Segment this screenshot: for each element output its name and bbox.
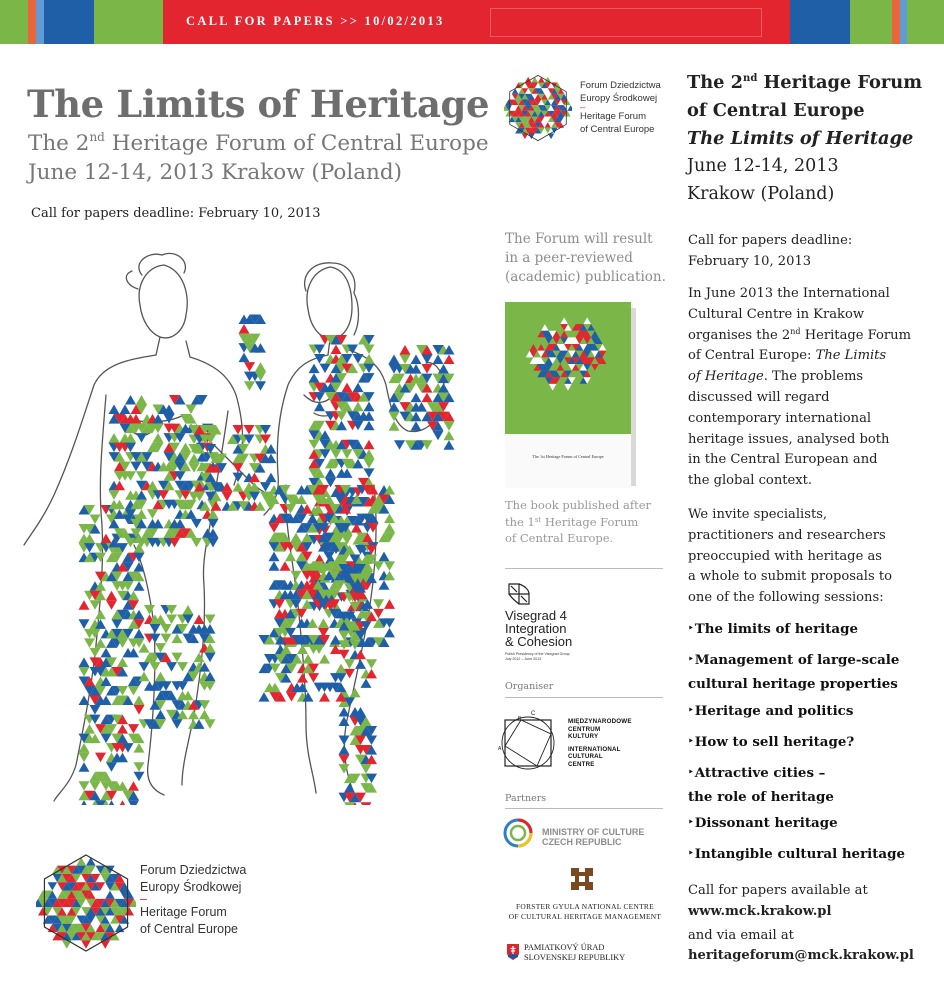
mosaic-triangle	[84, 638, 95, 648]
mosaic-triangle	[189, 454, 200, 464]
mosaic-triangle	[309, 373, 320, 383]
mosaic-triangle	[389, 412, 400, 422]
ministry-of-culture-text: MINISTRY OF CULTURE CZECH REPUBLIC	[542, 827, 645, 847]
mosaic-triangle	[411, 393, 422, 403]
mosaic-triangle	[384, 599, 395, 609]
mosaic-triangle	[117, 800, 128, 805]
mosaic-triangle	[364, 459, 375, 469]
mosaic-triangle	[109, 490, 120, 500]
mosaic-triangle	[389, 355, 400, 365]
mosaic-triangle	[344, 783, 355, 793]
book-caption: The book published after the 1st Heritage Forum of Central Europe.	[505, 498, 652, 545]
mosaic-triangle	[331, 345, 342, 355]
mosaic-triangle	[128, 686, 139, 696]
mosaic-triangle	[79, 753, 90, 763]
mosaic-triangle	[120, 405, 131, 415]
mosaic-triangle	[79, 762, 90, 772]
mosaic-triangle	[134, 743, 145, 753]
mosaic-triangle	[384, 561, 395, 571]
website-link[interactable]: www.mck.krakow.pl	[688, 903, 832, 919]
mosaic-triangle	[134, 762, 145, 772]
forum-logo-text-large: Forum Dziedzictwa Europy Środkowej – Heritage Forum of Central Europe	[140, 863, 247, 936]
visegrad-text: Visegrad 4 Integration & Cohesion	[505, 608, 573, 649]
mck-logo	[497, 706, 559, 772]
mosaic-triangle	[325, 468, 336, 478]
mosaic-triangle	[353, 383, 364, 393]
partners-label: Partners	[505, 793, 547, 804]
banner-stripe-green	[0, 0, 28, 44]
slovak-coat-of-arms-icon	[506, 943, 520, 961]
mosaic-triangle	[134, 772, 145, 782]
mosaic-triangle	[373, 609, 384, 619]
mosaic-triangle	[139, 672, 150, 682]
mosaic-triangle	[134, 629, 145, 639]
mosaic-triangle	[136, 509, 147, 519]
mosaic-triangle	[364, 468, 375, 478]
mosaic-triangle	[538, 77, 545, 83]
right-heading: The 2nd Heritage Forum of Central Europe The Limits of Heritage	[687, 72, 923, 149]
mosaic-triangle	[364, 345, 375, 355]
mosaic-triangle	[239, 353, 250, 363]
mosaic-triangle	[95, 610, 106, 620]
mosaic-triangle	[269, 552, 280, 562]
right-date-location: June 12-14, 2013 Krakow (Poland)	[687, 156, 839, 204]
mosaic-triangle	[105, 857, 115, 865]
mosaic-triangle	[269, 561, 280, 571]
session-item: ‣Management of large-scale cultural heritage properties	[688, 652, 900, 692]
mosaic-triangle	[384, 523, 395, 533]
mosaic-triangle	[342, 383, 353, 393]
mosaic-triangle	[81, 940, 91, 948]
mosaic-triangle	[166, 615, 177, 625]
mosaic-triangle	[199, 710, 210, 720]
mosaic-triangle	[444, 355, 455, 365]
svg-text:C: C	[531, 711, 536, 717]
banner-stripe-orange-right	[892, 0, 900, 44]
mosaic-triangle	[308, 673, 319, 683]
publication-note: The Forum will result in a peer-reviewed (academic) publication.	[505, 231, 666, 285]
pamiatkovy-urad-text: PAMIATKOVÝ ÚRAD SLOVENSKEJ REPUBLIKY	[524, 943, 626, 962]
mosaic-triangle	[139, 662, 150, 672]
right-invite-paragraph: We invite specialists, practitioners and researchers preoccupied with heritage as a whole to submit proposals to one of the following sessions:	[688, 507, 892, 606]
mosaic-triangle	[339, 755, 350, 765]
divider-1	[505, 568, 663, 569]
mosaic-triangle	[318, 618, 329, 628]
email-link[interactable]: heritageforum@mck.krakow.pl	[688, 948, 914, 964]
mosaic-triangle	[147, 509, 158, 519]
right-contact: Call for papers available at www.mck.krakow.pl and via email at heritageforum@mck.krakow.pl	[688, 881, 914, 967]
mosaic-triangle	[109, 405, 120, 415]
mosaic-triangle	[136, 471, 147, 481]
mosaic-triangle	[422, 393, 433, 403]
mosaic-triangle	[364, 402, 375, 412]
mosaic-triangle	[384, 628, 395, 638]
mosaic-triangle	[280, 561, 291, 571]
mosaic-triangle	[433, 355, 444, 365]
mosaic-triangle	[76, 857, 86, 865]
mosaic-triangle	[125, 395, 136, 405]
mosaic-triangle	[136, 433, 147, 443]
mosaic-triangle	[330, 635, 341, 645]
mosaic-triangle	[205, 653, 216, 663]
mosaic-triangle	[79, 657, 90, 667]
mosaic-triangle	[353, 402, 364, 412]
banner-stripe-green-end	[907, 0, 944, 44]
svg-text:A: A	[498, 746, 502, 752]
mosaic-triangle	[144, 605, 155, 615]
main-title: The Limits of Heritage	[27, 82, 490, 126]
mosaic-triangle	[342, 449, 353, 459]
banner-stripe-lightblue	[36, 0, 44, 44]
mosaic-triangle	[90, 705, 101, 715]
mosaic-triangle	[309, 364, 320, 374]
mosaic-triangle	[79, 667, 90, 677]
mosaic-triangle	[336, 664, 347, 674]
mosaic-triangle	[364, 354, 375, 364]
mosaic-triangle	[233, 463, 244, 473]
mosaic-triangle	[205, 615, 216, 625]
mosaic-triangle	[239, 324, 250, 334]
mosaic-triangle	[269, 523, 280, 533]
mosaic-triangle	[134, 705, 145, 715]
mosaic-triangle	[244, 425, 255, 435]
banner-outline-box	[490, 8, 762, 37]
mosaic-triangle	[531, 77, 538, 83]
ministry-of-culture-logo	[503, 818, 533, 848]
organiser-label: Organiser	[505, 681, 554, 692]
mosaic-triangle	[90, 781, 101, 791]
mosaic-triangle	[339, 736, 350, 746]
mosaic-triangle	[172, 634, 183, 644]
banner-stripe-orange	[28, 0, 36, 44]
mosaic-triangle	[155, 672, 166, 682]
mosaic-triangle	[266, 473, 277, 483]
mosaic-triangle	[303, 654, 314, 664]
banner-stripe-green-right	[850, 0, 892, 44]
mosaic-triangle	[112, 619, 123, 629]
book-cover-title: The 1st Heritage Forum of Central Europe	[532, 454, 604, 459]
mosaic-triangle	[117, 724, 128, 734]
right-intro-paragraph: In June 2013 the International Cultural Centre in Krakow organises the 2nd Heritage Forum of Central Europe: The Limits of Heritage. The problems discussed will regard contemporary international heritage issues, analysed both in the Central European and the global context.	[688, 286, 912, 489]
session-item: ‣Intangible cultural heritage	[688, 846, 905, 862]
mosaic-triangle	[150, 662, 161, 672]
forster-gyula-text: FORSTER GYULA NATIONAL CENTRE OF CULTURAL HERITAGE MANAGEMENT	[508, 902, 662, 921]
mosaic-triangle	[166, 662, 177, 672]
mosaic-triangle	[84, 724, 95, 734]
mosaic-triangle	[394, 440, 405, 450]
mosaic-triangle	[344, 659, 355, 669]
mosaic-triangle	[344, 802, 355, 805]
session-item: ‣The limits of heritage	[688, 621, 858, 637]
mosaic-triangle	[551, 77, 558, 83]
mosaic-triangle	[106, 591, 117, 601]
forster-gyula-logo	[569, 866, 595, 892]
mosaic-triangle	[128, 724, 139, 734]
mosaic-triangle	[438, 364, 449, 374]
mosaic-triangle	[188, 710, 199, 720]
visegrad-presidency: Polish Presidency of the Visegrad Group July 2012 – June 2013	[505, 652, 570, 661]
mosaic-triangle	[233, 473, 244, 483]
mosaic-triangle	[134, 581, 145, 591]
mosaic-triangle	[422, 364, 433, 374]
mosaic-triangle	[79, 781, 90, 791]
mosaic-pattern	[79, 315, 455, 805]
mosaic-triangle	[194, 653, 205, 663]
mosaic-triangle	[155, 643, 166, 653]
mosaic-triangle	[384, 514, 395, 524]
mosaic-triangle	[172, 653, 183, 663]
mosaic-triangle	[191, 538, 202, 548]
mosaic-triangle	[255, 381, 266, 391]
mosaic-triangle	[161, 624, 172, 634]
mosaic-triangle	[319, 692, 330, 702]
visegrad-logo	[505, 580, 535, 608]
forum-logo-hexagon-small	[504, 70, 572, 146]
mosaic-triangle	[109, 433, 120, 443]
mosaic-triangle	[90, 648, 101, 658]
mosaic-triangle	[331, 449, 342, 459]
mosaic-triangle	[433, 431, 444, 441]
mosaic-triangle	[128, 800, 139, 805]
mosaic-triangle	[444, 440, 455, 450]
mosaic-triangle	[364, 440, 375, 450]
mosaic-triangle	[297, 673, 308, 683]
mosaic-triangle	[79, 619, 90, 629]
mosaic-triangle	[161, 634, 172, 644]
forum-logo-hexagon-large	[36, 848, 136, 958]
mosaic-triangle	[150, 624, 161, 634]
mosaic-triangle	[339, 707, 350, 717]
banner-stripe-lightblue-right	[900, 0, 907, 44]
mosaic-triangle	[259, 692, 270, 702]
mosaic-triangle	[291, 571, 302, 581]
mosaic-triangle	[285, 552, 296, 562]
mosaic-triangle	[222, 492, 233, 502]
mosaic-triangle	[101, 648, 112, 658]
session-item: ‣Heritage and politics	[688, 703, 854, 719]
mosaic-triangle	[101, 734, 112, 744]
mosaic-triangle	[361, 764, 372, 774]
book-cover	[505, 302, 637, 488]
mosaic-triangle	[177, 662, 188, 672]
mosaic-triangle	[79, 800, 90, 805]
svg-text:B: B	[518, 716, 522, 722]
mck-text: MIĘDZYNARODOWE CENTRUM KULTURY INTERNATIONAL CULTURAL CENTRE	[568, 718, 632, 768]
mosaic-triangle	[339, 650, 350, 660]
mosaic-triangle	[244, 362, 255, 372]
mosaic-triangle	[379, 580, 390, 590]
mosaic-triangle	[286, 692, 297, 702]
mosaic-triangle	[244, 381, 255, 391]
banner-stripe-blue-right	[790, 0, 850, 44]
mosaic-triangle	[400, 355, 411, 365]
mosaic-triangle	[266, 501, 277, 511]
adam-eve-illustration	[14, 245, 484, 805]
mosaic-triangle	[320, 364, 331, 374]
mosaic-triangle	[95, 753, 106, 763]
mosaic-triangle	[411, 355, 422, 365]
top-banner	[0, 0, 944, 44]
mosaic-triangle	[444, 421, 455, 431]
mosaic-triangle	[86, 857, 96, 865]
mosaic-triangle	[373, 599, 384, 609]
mosaic-triangle	[366, 659, 377, 669]
session-item: ‣How to sell heritage?	[688, 734, 855, 750]
mosaic-triangle	[153, 433, 164, 443]
right-deadline: Call for papers deadline: February 10, 2013	[688, 233, 853, 269]
mosaic-triangle	[255, 362, 266, 372]
mosaic-triangle	[128, 781, 139, 791]
mosaic-triangle	[106, 600, 117, 610]
mosaic-triangle	[366, 736, 377, 746]
mosaic-triangle	[361, 802, 372, 805]
banner-stripe-blue	[44, 0, 94, 44]
mosaic-triangle	[183, 605, 194, 615]
mosaic-triangle	[379, 552, 390, 562]
mosaic-triangle	[106, 762, 117, 772]
mosaic-triangle	[186, 405, 197, 415]
mosaic-triangle	[79, 600, 90, 610]
main-subtitle: The 2nd Heritage Forum of Central Europe June 12-14, 2013 Krakow (Poland)	[28, 130, 489, 185]
mosaic-triangle	[411, 421, 422, 431]
mosaic-triangle	[364, 421, 375, 431]
mosaic-triangle	[400, 345, 411, 355]
mosaic-triangle	[191, 519, 202, 529]
mosaic-triangle	[535, 133, 542, 139]
session-item: ‣Dissonant heritage	[688, 815, 838, 831]
mosaic-triangle	[319, 654, 330, 664]
session-item: ‣Attractive cities – the role of heritage	[688, 765, 834, 805]
mosaic-triangle	[194, 615, 205, 625]
mosaic-triangle	[355, 659, 366, 669]
mosaic-triangle	[291, 533, 302, 543]
mosaic-triangle	[350, 688, 361, 698]
forum-logo-text-small: Forum Dziedzictwa Europy Środkowej – Heritage Forum of Central Europe	[580, 80, 661, 135]
mosaic-triangle	[155, 710, 166, 720]
divider-3	[505, 808, 663, 809]
mosaic-triangle	[205, 719, 216, 729]
mosaic-triangle	[134, 696, 145, 706]
deadline-left: Call for papers deadline: February 10, 2013	[31, 206, 321, 221]
mosaic-triangle	[361, 678, 372, 688]
mosaic-triangle	[57, 857, 67, 865]
mosaic-triangle	[444, 431, 455, 441]
mosaic-triangle	[136, 395, 147, 405]
mosaic-triangle	[314, 402, 325, 412]
divider-2	[505, 697, 663, 698]
mosaic-triangle	[131, 462, 142, 472]
mosaic-triangle	[339, 745, 350, 755]
mosaic-triangle	[309, 440, 320, 450]
banner-call-for-papers: CALL FOR PAPERS >> 10/02/2013	[186, 14, 445, 28]
banner-stripe-green-2	[94, 0, 163, 44]
mosaic-triangle	[117, 657, 128, 667]
mosaic-triangle	[172, 719, 183, 729]
mosaic-triangle	[353, 354, 364, 364]
mosaic-triangle	[518, 77, 525, 83]
mosaic-triangle	[90, 515, 101, 525]
